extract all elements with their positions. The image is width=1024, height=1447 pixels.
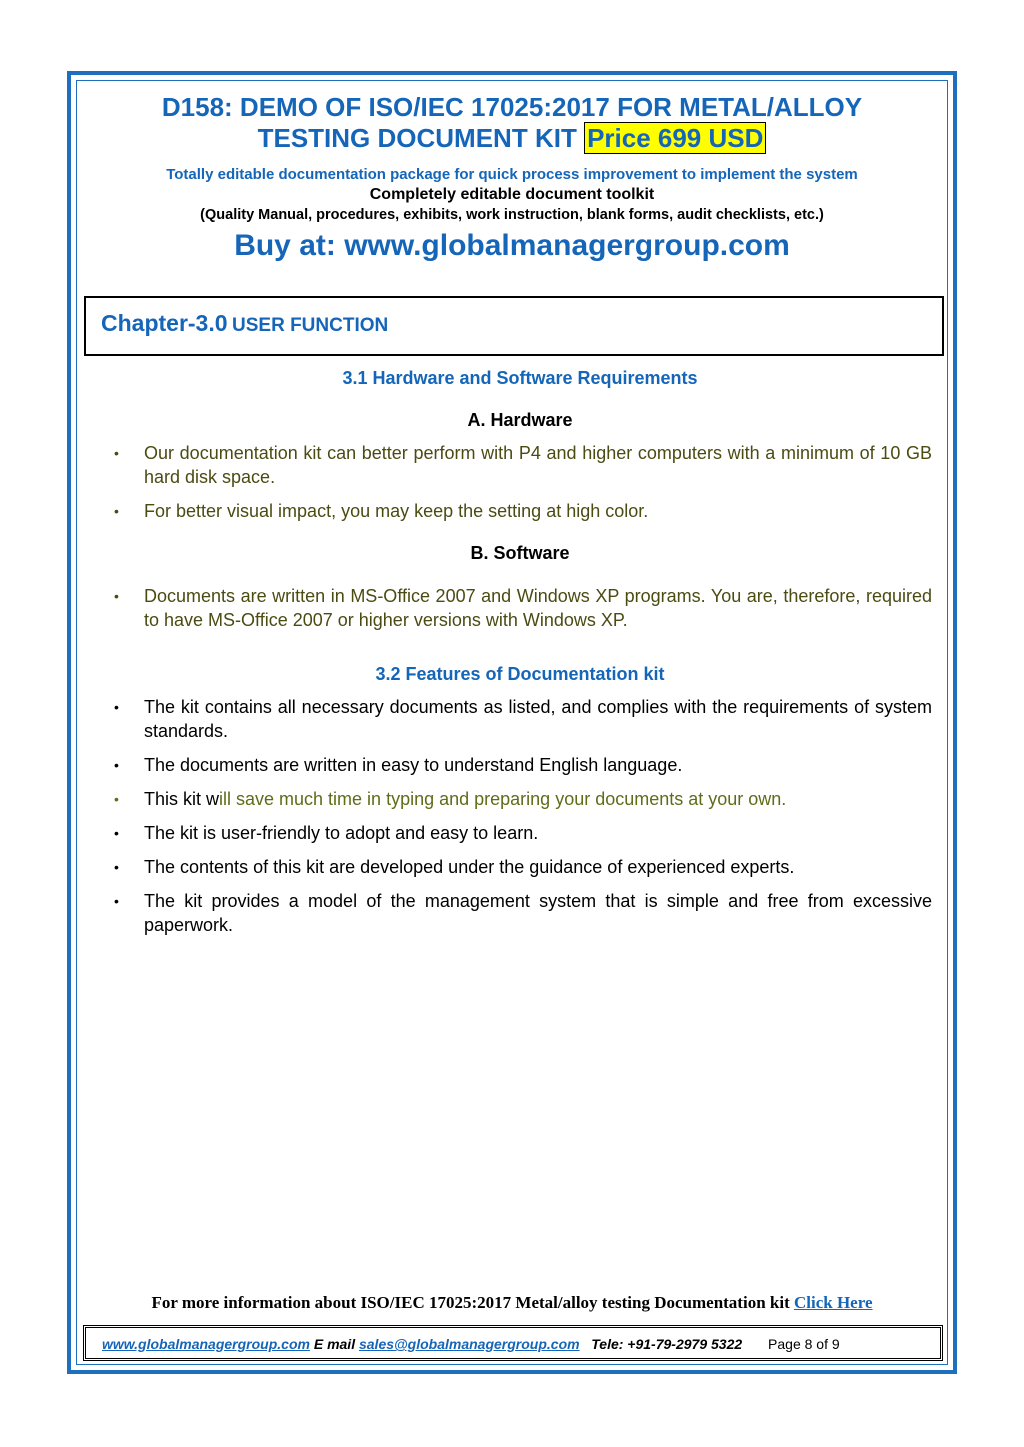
price-badge: Price 699 USD (584, 122, 766, 154)
chapter-name: USER FUNCTION (232, 315, 389, 336)
software-list (108, 584, 932, 632)
list-item-text: The kit provides a model of the management system that is simple and free from excessive paperwork. (144, 891, 932, 935)
title-line-2-text: TESTING DOCUMENT KIT (257, 123, 577, 153)
bullet-icon: • (114, 893, 119, 909)
list-item (108, 855, 932, 879)
footer-email-label: E mail (313, 1336, 356, 1352)
hardware-heading: A. Hardware (467, 410, 573, 430)
list-item-text: The kit contains all necessary documents as listed, and complies with the requirements of system standards. (144, 697, 932, 741)
bullet-icon: • (114, 588, 119, 604)
list-item-text: This kit w (144, 789, 220, 809)
list-item (108, 441, 932, 489)
bullet-icon: • (114, 791, 119, 807)
list-item (108, 499, 932, 523)
list-item-text: Documents are written in MS-Office 2007 and Windows XP programs. You are, therefore, required to have MS-Office 2007 or higher versions with Windows XP. (144, 586, 932, 630)
more-info-line (80, 1293, 944, 1313)
title-line-2 (80, 123, 944, 154)
chapter-number: Chapter-3.0 (101, 310, 228, 336)
list-item (108, 584, 932, 632)
bullet-icon: • (114, 503, 119, 519)
section-heading-requirements: 3.1 Hardware and Software Requirements (342, 368, 698, 388)
list-item-text: The documents are written in easy to understand English language. (144, 755, 683, 775)
list-item-text: The kit is user-friendly to adopt and easy to learn. (144, 823, 539, 843)
bullet-icon: • (114, 445, 119, 461)
chapter-content (108, 368, 932, 937)
footer-website-link[interactable]: www.globalmanagergroup.com (102, 1336, 310, 1352)
section-heading-features: 3.2 Features of Documentation kit (375, 664, 665, 684)
software-heading: B. Software (470, 543, 570, 563)
hardware-list (108, 441, 932, 523)
list-item (108, 753, 932, 777)
page-footer (83, 1325, 943, 1361)
page-number: Page 8 of 9 (768, 1336, 840, 1352)
footer-telephone: Tele: +91-79-2979 5322 (591, 1336, 743, 1352)
bullet-icon: • (114, 825, 119, 841)
features-list (108, 695, 932, 937)
list-item (108, 787, 932, 811)
title-line-1: D158: DEMO OF ISO/IEC 17025:2017 FOR METAL/ALLOY (161, 92, 863, 122)
more-info-text: For more information about ISO/IEC 17025:2017 Metal/alloy testing Documentation kit (151, 1293, 790, 1312)
chapter-heading-box (84, 296, 944, 356)
list-item (108, 695, 932, 743)
document-title (80, 92, 944, 154)
list-item-text-continued: ill save much time in typing and preparing your documents at your own. (219, 789, 787, 809)
bullet-icon: • (114, 859, 119, 875)
list-item (108, 821, 932, 845)
toolkit-subtitle: Completely editable document toolkit (369, 186, 655, 203)
click-here-link[interactable]: Click Here (793, 1293, 873, 1312)
bullet-icon: • (114, 757, 119, 773)
list-item-text: The contents of this kit are developed under the guidance of experienced experts. (144, 857, 795, 877)
list-item-text: For better visual impact, you may keep the setting at high color. (144, 501, 649, 521)
tagline: Totally editable documentation package for quick process improvement to implement the system (166, 166, 858, 183)
kit-scope: (Quality Manual, procedures, exhibits, work instruction, blank forms, audit checklists, etc.) (200, 207, 824, 223)
bullet-icon: • (114, 699, 119, 715)
footer-email-link[interactable]: sales@globalmanagergroup.com (358, 1336, 580, 1352)
list-item (108, 889, 932, 937)
document-header (80, 88, 944, 263)
buy-link[interactable]: Buy at: www.globalmanagergroup.com (234, 229, 790, 262)
list-item-text: Our documentation kit can better perform with P4 and higher computers with a minimum of 10 GB hard disk space. (144, 443, 932, 487)
